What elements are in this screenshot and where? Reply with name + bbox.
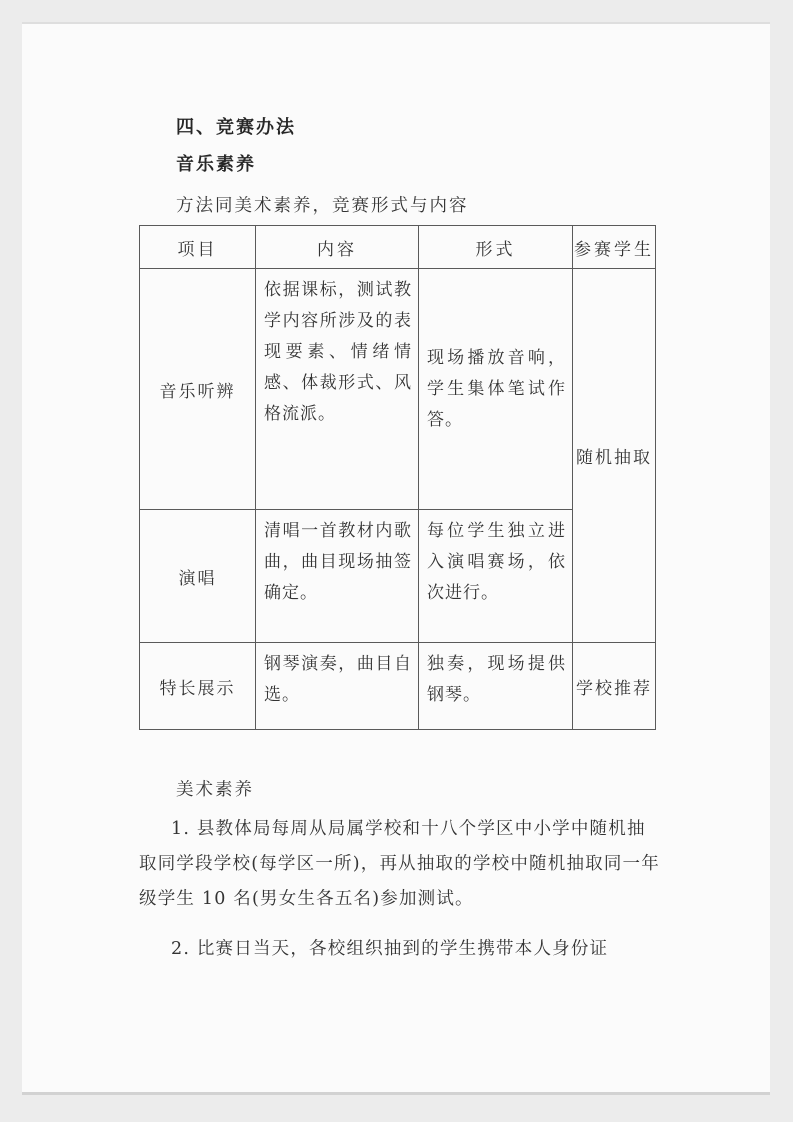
row-form: 独奏，现场提供钢琴。 [419, 643, 573, 730]
art-paragraph-2: 2. 比赛日当天，各校组织抽到的学生携带本人身份证 [171, 939, 609, 959]
art-paragraph-1: 1. 县教体局每周从局属学校和十八个学区中小学中随机抽取同学段学校(每学区一所)，再从抽取的学校中随机抽取同一年级学生 10 名(男女生各五名)参加测试。 [139, 819, 660, 909]
header-item: 项目 [140, 226, 256, 269]
row-content: 清唱一首教材内歌曲，曲目现场抽签确定。 [256, 510, 419, 643]
scan-edge-bottom [22, 1092, 770, 1095]
row-item: 特长展示 [140, 643, 256, 730]
row-form: 现场播放音响，学生集体笔试作答。 [419, 269, 573, 510]
art-heading: 美术素养 [176, 780, 254, 800]
table-row [140, 643, 656, 730]
header-form: 形式 [419, 226, 573, 269]
header-content: 内容 [256, 226, 419, 269]
row-item: 演唱 [140, 510, 256, 643]
header-participants: 参赛学生 [573, 226, 656, 269]
table-header-row [140, 226, 656, 269]
row-form: 每位学生独立进入演唱赛场，依次进行。 [419, 510, 573, 643]
row-content: 钢琴演奏，曲目自选。 [256, 643, 419, 730]
row-participants: 随机抽取 [573, 269, 656, 643]
row-participants: 学校推荐 [573, 643, 656, 730]
scan-edge-top [22, 22, 770, 24]
row-content: 依据课标，测试教学内容所涉及的表现要素、情绪情感、体裁形式、风格流派。 [256, 269, 419, 510]
music-intro: 方法同美术素养，竞赛形式与内容 [176, 196, 469, 216]
music-heading: 音乐素养 [176, 154, 256, 175]
competition-table [139, 225, 656, 730]
table-row [140, 269, 656, 510]
section-heading: 四、竞赛办法 [176, 117, 296, 138]
row-item: 音乐听辨 [140, 269, 256, 510]
